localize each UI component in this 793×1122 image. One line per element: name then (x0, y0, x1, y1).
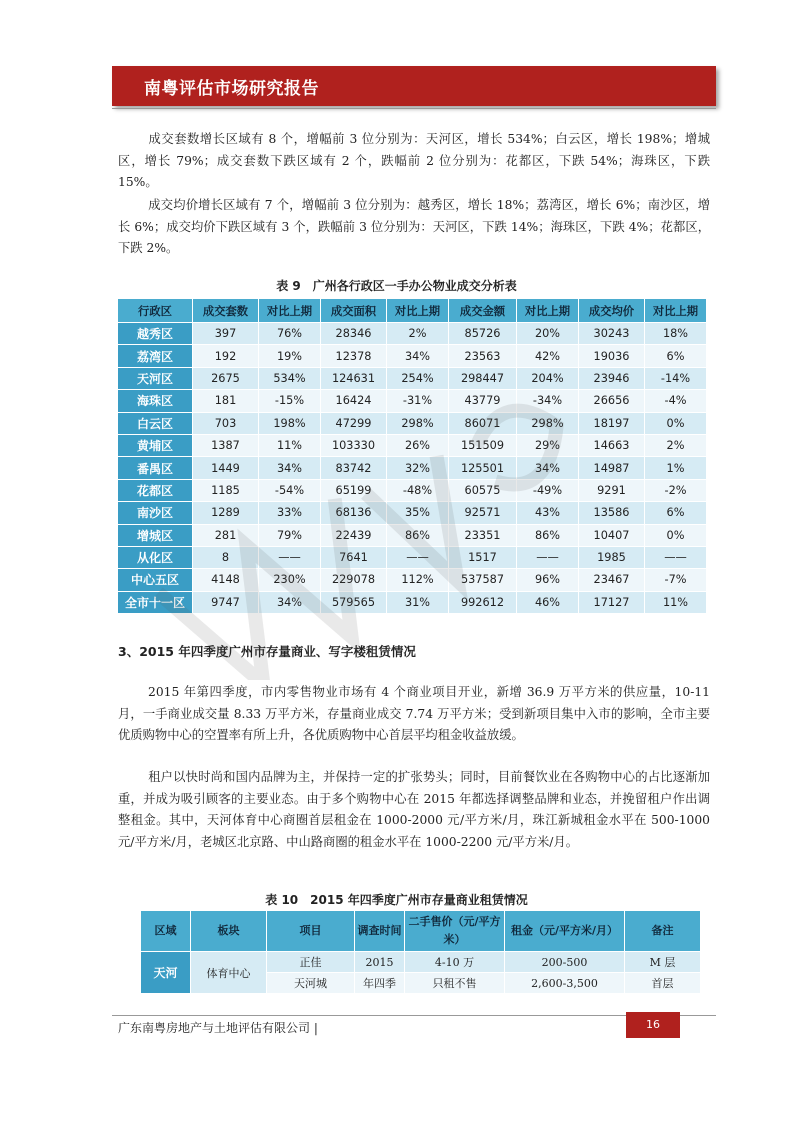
t9-value-cell: 23351 (449, 524, 517, 546)
t9-value-cell: -48% (387, 479, 449, 501)
t9-value-cell: 0% (645, 524, 707, 546)
t10-rent-cell: 200-500 (505, 952, 625, 973)
t9-value-cell: 230% (259, 569, 321, 591)
t9-region-cell: 增城区 (118, 524, 193, 546)
t9-region-cell: 荔湾区 (118, 345, 193, 367)
t9-value-cell: 1449 (193, 457, 259, 479)
t9-region-cell: 番禺区 (118, 457, 193, 479)
t10-header-rent: 租金（元/平方米/月） (505, 911, 625, 952)
paragraph-retail-supply (118, 682, 710, 747)
t9-value-cell: 298% (387, 412, 449, 434)
t9-value-cell: 298% (517, 412, 579, 434)
t9-value-cell: 151509 (449, 434, 517, 456)
t9-value-cell: 46% (517, 591, 579, 613)
t9-value-cell: 112% (387, 569, 449, 591)
t9-value-cell: 254% (387, 367, 449, 389)
t9-value-cell: 281 (193, 524, 259, 546)
paragraph-units-text: 成交套数增长区域有 8 个，增幅前 3 位分别为：天河区，增长 534%；白云区，增长 198%；增城区，增长 79%；成交套数下跌区域有 2 个，跌幅前 2 位分别为：花都区，下跌 54%；海珠区，下跌 15%。 (118, 132, 710, 189)
t9-value-cell: 43779 (449, 390, 517, 412)
t9-value-cell: 198% (259, 412, 321, 434)
t9-value-cell: -14% (645, 367, 707, 389)
t9-value-cell: 14987 (579, 457, 645, 479)
t9-region-cell: 天河区 (118, 367, 193, 389)
t9-value-cell: 79% (259, 524, 321, 546)
t9-value-cell: 68136 (321, 502, 387, 524)
t9-value-cell: 11% (259, 434, 321, 456)
report-title: 南粤评估市场研究报告 (144, 79, 319, 99)
t9-region-cell: 白云区 (118, 412, 193, 434)
table-row (118, 345, 707, 367)
t9-header-cell: 成交金额 (449, 299, 517, 323)
t9-value-cell: 26656 (579, 390, 645, 412)
paragraph-retail-supply-text: 2015 年第四季度，市内零售物业市场有 4 个商业项目开业，新增 36.9 万平方米的供应量，10-11 月，一手商业成交量 8.33 万平方米，存量商业成交 7.74 万平方米；受到新项目集中入市的影响，全市主要优质购物中心的空置率有所上升，各优质购物中心首层平均租金收益放缓。 (118, 685, 710, 742)
t9-region-cell: 从化区 (118, 546, 193, 568)
t9-value-cell: 204% (517, 367, 579, 389)
t10-note-cell: M 层 (625, 952, 701, 973)
t10-header-block: 板块 (191, 911, 267, 952)
t9-value-cell: 18197 (579, 412, 645, 434)
table9-header-row (118, 299, 707, 323)
t9-value-cell: 229078 (321, 569, 387, 591)
t9-value-cell: 2% (645, 434, 707, 456)
table-row (141, 952, 701, 973)
paragraph-units (118, 129, 710, 194)
t9-value-cell: -15% (259, 390, 321, 412)
t9-value-cell: 103330 (321, 434, 387, 456)
header-banner (112, 66, 716, 106)
t9-value-cell: 6% (645, 345, 707, 367)
paragraph-tenants (118, 767, 710, 853)
t9-value-cell: 85726 (449, 323, 517, 345)
t9-header-cell: 成交均价 (579, 299, 645, 323)
t9-header-cell: 对比上期 (645, 299, 707, 323)
t9-value-cell: 18% (645, 323, 707, 345)
t9-value-cell: 181 (193, 390, 259, 412)
office-transaction-table (117, 298, 707, 614)
t9-value-cell: 34% (387, 345, 449, 367)
t9-value-cell: 6% (645, 502, 707, 524)
t10-header-project: 项目 (267, 911, 355, 952)
t9-value-cell: 397 (193, 323, 259, 345)
t9-value-cell: 4148 (193, 569, 259, 591)
t9-header-cell: 对比上期 (259, 299, 321, 323)
t9-region-cell: 海珠区 (118, 390, 193, 412)
t9-value-cell: 26% (387, 434, 449, 456)
t9-value-cell: 34% (517, 457, 579, 479)
t9-value-cell: 23563 (449, 345, 517, 367)
table-row (118, 591, 707, 613)
t9-region-cell: 越秀区 (118, 323, 193, 345)
table-row (118, 479, 707, 501)
t9-value-cell: -7% (645, 569, 707, 591)
t9-value-cell: 534% (259, 367, 321, 389)
t9-value-cell: 33% (259, 502, 321, 524)
t10-block-cell: 体育中心 (191, 952, 267, 994)
table10-header-row (141, 911, 701, 952)
table-row (118, 502, 707, 524)
section-title: 3、2015 年四季度广州市存量商业、写字楼租赁情况 (118, 644, 416, 659)
t10-header-region: 区域 (141, 911, 191, 952)
t9-value-cell: 32% (387, 457, 449, 479)
t9-value-cell: 7641 (321, 546, 387, 568)
t9-value-cell: 19036 (579, 345, 645, 367)
t9-value-cell: 23467 (579, 569, 645, 591)
paragraph-price-text: 成交均价增长区域有 7 个，增幅前 3 位分别为：越秀区，增长 18%；荔湾区，增长 6%；南沙区，增长 6%；成交均价下跌区域有 3 个，跌幅前 3 位分别为：天河区，下跌 14%；海珠区，下跌 4%；花都区，下跌 2%。 (118, 198, 710, 255)
t9-value-cell: 34% (259, 457, 321, 479)
t9-region-cell: 花都区 (118, 479, 193, 501)
t9-value-cell: —— (517, 546, 579, 568)
t9-value-cell: 92571 (449, 502, 517, 524)
t9-value-cell: -31% (387, 390, 449, 412)
t9-value-cell: 43% (517, 502, 579, 524)
t10-price-cell: 4-10 万 (405, 952, 505, 973)
t10-region-cell: 天河 (141, 952, 191, 994)
t9-header-cell: 行政区 (118, 299, 193, 323)
t9-value-cell: 12378 (321, 345, 387, 367)
t9-value-cell: 16424 (321, 390, 387, 412)
t9-value-cell: -54% (259, 479, 321, 501)
t9-value-cell: 30243 (579, 323, 645, 345)
t9-header-cell: 对比上期 (517, 299, 579, 323)
t9-value-cell: —— (259, 546, 321, 568)
t10-note-cell: 首层 (625, 973, 701, 994)
t9-region-cell: 黄埔区 (118, 434, 193, 456)
retail-rental-table (140, 910, 701, 994)
t9-value-cell: 1387 (193, 434, 259, 456)
t10-header-price: 二手售价（元/平方米） (405, 911, 505, 952)
paragraph-tenants-text: 租户以快时尚和国内品牌为主，并保持一定的扩张势头；同时，目前餐饮业在各购物中心的占比逐渐加重，并成为吸引顾客的主要业态。由于多个购物中心在 2015 年都选择调整品牌和业态，并挽留租户作出调整租金。其中，天河体育中心商圈首层租金在 1000-2000 元/平方米/月，珠江新城租金水平在 500-1000 元/平方米/月，老城区北京路、中山路商圈的租金水平在 1000-2200 元/平方米/月。 (118, 770, 710, 849)
t9-value-cell: 35% (387, 502, 449, 524)
table-row (118, 524, 707, 546)
table-row (118, 434, 707, 456)
t9-value-cell: 29% (517, 434, 579, 456)
t10-price-cell: 只租不售 (405, 973, 505, 994)
t9-value-cell: 1985 (579, 546, 645, 568)
t9-value-cell: 579565 (321, 591, 387, 613)
t9-value-cell: 76% (259, 323, 321, 345)
t9-value-cell: 298447 (449, 367, 517, 389)
t9-value-cell: 17127 (579, 591, 645, 613)
t9-value-cell: —— (387, 546, 449, 568)
t9-value-cell: 60575 (449, 479, 517, 501)
t9-value-cell: 31% (387, 591, 449, 613)
table9-caption: 表 9 广州各行政区一手办公物业成交分析表 (276, 279, 517, 293)
t9-value-cell: 537587 (449, 569, 517, 591)
t9-value-cell: 86% (517, 524, 579, 546)
t9-value-cell: 1289 (193, 502, 259, 524)
t9-header-cell: 成交套数 (193, 299, 259, 323)
t9-value-cell: 11% (645, 591, 707, 613)
t10-project-cell: 天河城 (267, 973, 355, 994)
header-divider (112, 108, 716, 109)
t9-value-cell: 42% (517, 345, 579, 367)
t10-survey-cell-2: 年四季 (355, 973, 405, 994)
t9-value-cell: 8 (193, 546, 259, 568)
t9-value-cell: -34% (517, 390, 579, 412)
table10-caption: 表 10 2015 年四季度广州市存量商业租赁情况 (265, 893, 528, 907)
t10-rent-cell: 2,600-3,500 (505, 973, 625, 994)
t9-value-cell: 83742 (321, 457, 387, 479)
t9-value-cell: 10407 (579, 524, 645, 546)
t10-header-note: 备注 (625, 911, 701, 952)
t9-value-cell: 20% (517, 323, 579, 345)
t9-value-cell: 2% (387, 323, 449, 345)
t9-value-cell: 1517 (449, 546, 517, 568)
t9-header-cell: 成交面积 (321, 299, 387, 323)
t9-value-cell: 125501 (449, 457, 517, 479)
t9-value-cell: 23946 (579, 367, 645, 389)
t10-header-survey: 调查时间 (355, 911, 405, 952)
t9-value-cell: 192 (193, 345, 259, 367)
t9-value-cell: 992612 (449, 591, 517, 613)
table-row (118, 367, 707, 389)
t9-value-cell: 703 (193, 412, 259, 434)
t9-value-cell: 14663 (579, 434, 645, 456)
t9-value-cell: 19% (259, 345, 321, 367)
t9-value-cell: 1% (645, 457, 707, 479)
table-row (118, 546, 707, 568)
t9-region-cell: 南沙区 (118, 502, 193, 524)
t9-value-cell: -2% (645, 479, 707, 501)
t9-value-cell: 28346 (321, 323, 387, 345)
t9-value-cell: -49% (517, 479, 579, 501)
table-row (118, 569, 707, 591)
t9-value-cell: 124631 (321, 367, 387, 389)
page-number: 16 (626, 1012, 680, 1038)
t9-value-cell: 86071 (449, 412, 517, 434)
t9-region-cell: 全市十一区 (118, 591, 193, 613)
t9-value-cell: 65199 (321, 479, 387, 501)
t9-value-cell: —— (645, 546, 707, 568)
table-row (118, 323, 707, 345)
t10-survey-cell-1: 2015 (355, 952, 405, 973)
table-row (118, 390, 707, 412)
table-row (118, 412, 707, 434)
table-row (118, 457, 707, 479)
t9-value-cell: 9747 (193, 591, 259, 613)
t10-project-cell: 正佳 (267, 952, 355, 973)
footer-company: 广东南粤房地产与土地评估有限公司 | (118, 1021, 318, 1035)
paragraph-price (118, 195, 710, 260)
t9-value-cell: 1185 (193, 479, 259, 501)
t9-region-cell: 中心五区 (118, 569, 193, 591)
t9-header-cell: 对比上期 (387, 299, 449, 323)
t9-value-cell: 96% (517, 569, 579, 591)
t9-value-cell: 34% (259, 591, 321, 613)
t9-value-cell: 0% (645, 412, 707, 434)
t9-value-cell: 2675 (193, 367, 259, 389)
t9-value-cell: 47299 (321, 412, 387, 434)
t9-value-cell: -4% (645, 390, 707, 412)
t9-value-cell: 13586 (579, 502, 645, 524)
t9-value-cell: 86% (387, 524, 449, 546)
t9-value-cell: 22439 (321, 524, 387, 546)
t9-value-cell: 9291 (579, 479, 645, 501)
